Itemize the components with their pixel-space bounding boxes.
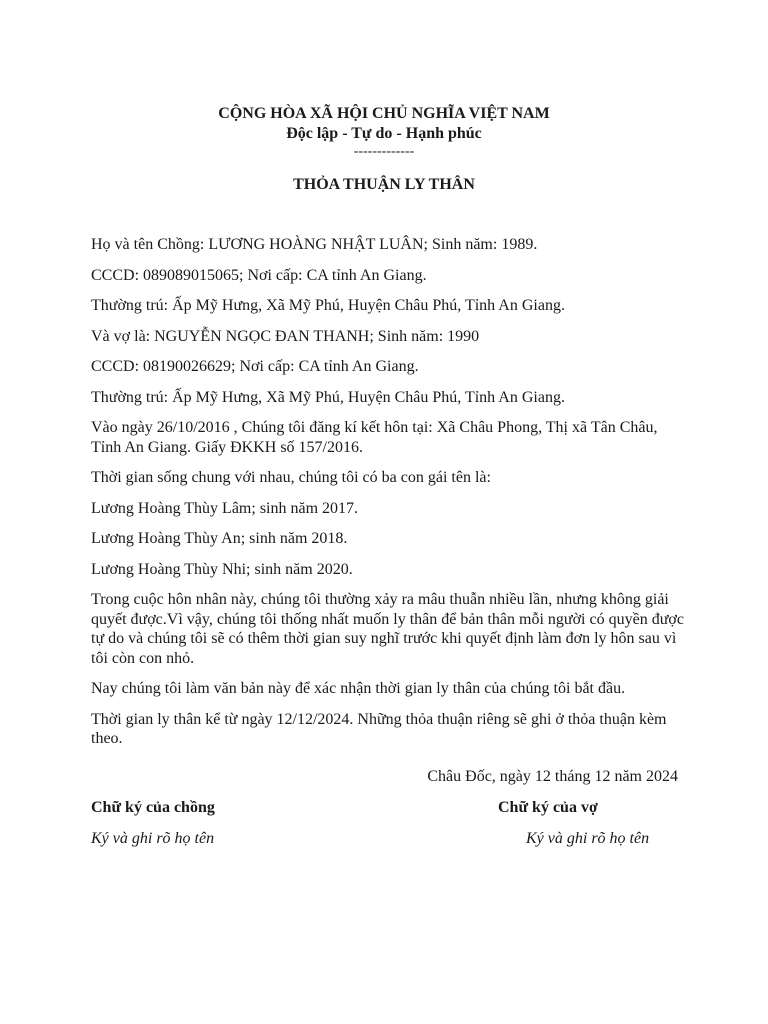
wife-signature-note: Ký và ghi rõ họ tên (526, 830, 650, 847)
husband-address-line: Thường trú: Ấp Mỹ Hưng, Xã Mỹ Phú, Huyện Châu Phú, Tỉnh An Giang. (91, 297, 565, 314)
wife-id-line: CCCD: 08190026629; Nơi cấp: CA tỉnh An Giang. (91, 358, 419, 375)
document-body (91, 235, 691, 760)
national-title: CỘNG HÒA XÃ HỘI CHỦ NGHĨA VIỆT NAM (218, 105, 550, 122)
children-intro-line: Thời gian sống chung với nhau, chúng tôi có ba con gái tên là: (91, 469, 491, 486)
wife-name-line: Và vợ là: NGUYỄN NGỌC ĐAN THANH; Sinh năm: 1990 (91, 327, 480, 345)
husband-name-line: Họ và tên Chồng: LƯƠNG HOÀNG NHẬT LUÂN; Sinh năm: 1989. (91, 236, 538, 253)
wife-address-line: Thường trú: Ấp Mỹ Hưng, Xã Mỹ Phú, Huyện Châu Phú, Tỉnh An Giang. (91, 388, 565, 406)
wife-signature-title: Chữ ký của vợ (498, 799, 598, 816)
document-header (0, 104, 768, 160)
child-line-3: Lương Hoàng Thùy Nhi; sinh năm 2020. (91, 560, 353, 578)
husband-signature-title: Chữ ký của chồng (91, 799, 215, 816)
document-title: THỎA THUẬN LY THÂN (293, 176, 475, 193)
marriage-registration-paragraph: Vào ngày 26/10/2016 , Chúng tôi đăng kí kết hôn tại: Xã Châu Phong, Thị xã Tân Châu, Tỉnh An Giang. Giấy ĐKKH số 157/2016. (91, 419, 658, 456)
child-line-2: Lương Hoàng Thùy An; sinh năm 2018. (91, 530, 348, 547)
child-line-1: Lương Hoàng Thùy Lâm; sinh năm 2017. (91, 499, 359, 517)
husband-signature-note: Ký và ghi rõ họ tên (91, 830, 215, 847)
confirmation-paragraph: Nay chúng tôi làm văn bản này để xác nhận thời gian ly thân của chúng tôi bắt đầu. (91, 680, 626, 697)
header-separator: ------------- (353, 144, 415, 159)
husband-id-line: CCCD: 089089015065; Nơi cấp: CA tỉnh An Giang. (91, 266, 427, 284)
place-date-line: Châu Đốc, ngày 12 tháng 12 năm 2024 (427, 768, 678, 785)
separation-start-paragraph: Thời gian ly thân kể từ ngày 12/12/2024. Những thỏa thuận riêng sẽ ghi ở thỏa thuận kèm theo. (91, 710, 667, 747)
reason-paragraph: Trong cuộc hôn nhân này, chúng tôi thường xảy ra mâu thuẫn nhiều lần, nhưng không giải quyết được.Vì vậy, chúng tôi thống nhất muốn ly thân để bản thân mỗi người có quyền được tự do và chúng tôi sẽ có thêm thời gian suy nghĩ trước khi quyết định làm đơn ly hôn sau vì tôi còn con nhỏ. (91, 591, 684, 667)
national-motto: Độc lập - Tự do - Hạnh phúc (286, 125, 482, 142)
